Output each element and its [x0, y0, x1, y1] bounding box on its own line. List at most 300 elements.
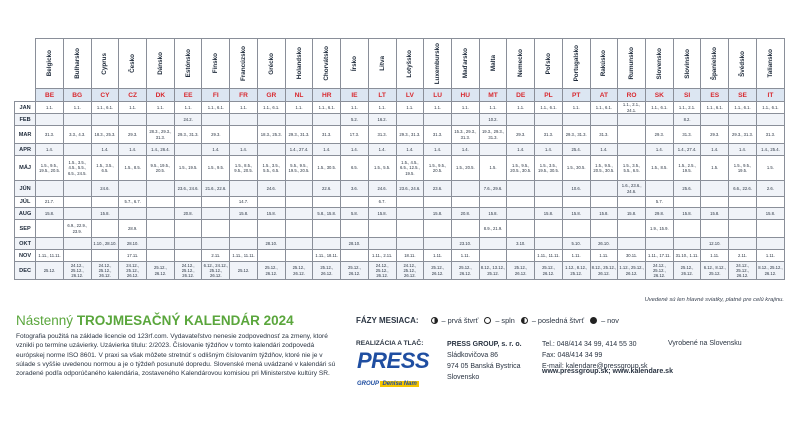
holiday-cell: [507, 250, 535, 262]
month-label: MAR: [15, 126, 36, 144]
holiday-cell: 31.3.: [673, 126, 701, 144]
holiday-cell: 1.12., 8.12., 25.12.: [562, 262, 590, 280]
holiday-cell: 15.3., 29.3., 31.3.: [451, 126, 479, 144]
holiday-cell: 1.1.: [451, 102, 479, 114]
holiday-cell: 16.2.: [368, 114, 396, 126]
table-row: [15, 197, 785, 208]
holiday-cell: [313, 238, 341, 250]
holiday-cell: 6.6., 22.6.: [729, 181, 757, 197]
holiday-cell: [174, 238, 202, 250]
holiday-cell: 14.7.: [230, 197, 258, 208]
holiday-cell: [257, 220, 285, 238]
holiday-cell: 1.5., 19.5.: [174, 156, 202, 181]
first-quarter-label: – prvá štvrť: [441, 316, 479, 325]
holiday-cell: [701, 181, 729, 197]
holiday-cell: [341, 250, 369, 262]
holiday-cell: 24.12., 25.12., 26.12.: [174, 262, 202, 280]
first-quarter-icon: [431, 317, 438, 324]
holiday-cell: [535, 114, 563, 126]
country-name-header: [119, 39, 147, 89]
holiday-cell: 28.9.: [119, 220, 147, 238]
country-codes-row: [15, 89, 785, 102]
holiday-cell: 22.6.: [313, 181, 341, 197]
holiday-cell: 17.3.: [341, 126, 369, 144]
holiday-cell: [174, 144, 202, 156]
country-code: PL: [535, 89, 563, 102]
country-name: Írsko: [350, 55, 358, 72]
holiday-cell: 12.10.: [701, 238, 729, 250]
holiday-cell: [147, 114, 175, 126]
holiday-cell: [285, 238, 313, 250]
country-name: Rakúsko: [600, 50, 608, 77]
country-name: Taliansko: [766, 49, 774, 78]
holiday-cell: 25.12., 26.12.: [341, 262, 369, 280]
holiday-cell: 1.6., 23.6., 24.6.: [618, 181, 646, 197]
holiday-cell: [479, 238, 507, 250]
holiday-cell: [396, 114, 424, 126]
country-code: FI: [202, 89, 230, 102]
holiday-cell: 1.5., 9.5., 19.5., 20.5.: [36, 156, 64, 181]
holiday-cell: [174, 250, 202, 262]
table-row: [15, 114, 785, 126]
holiday-cell: [756, 197, 784, 208]
holiday-cell: [396, 197, 424, 208]
company-city: 974 05 Banská Bystrica: [447, 362, 521, 370]
country-code: HU: [451, 89, 479, 102]
holiday-cell: 1.5., 8.5.: [645, 156, 673, 181]
holiday-cell: 1.1.: [174, 102, 202, 114]
holiday-cell: 29.3.: [645, 126, 673, 144]
holiday-cell: [63, 208, 91, 220]
holiday-cell: 3.3., 4.3.: [63, 126, 91, 144]
holiday-cell: 1.5., 5.5.: [368, 156, 396, 181]
month-label: JÚN: [15, 181, 36, 197]
holiday-cell: [230, 114, 258, 126]
holiday-cell: [396, 238, 424, 250]
holiday-cell: [590, 114, 618, 126]
logo-wordmark: PRESS: [357, 348, 430, 373]
country-name-header: [230, 39, 258, 89]
holiday-cell: 1.1.: [424, 102, 452, 114]
holiday-cell: [257, 197, 285, 208]
holiday-cell: [424, 220, 452, 238]
month-label: FEB: [15, 114, 36, 126]
holiday-cell: 1.5., 3.5., 5.5., 6.5.: [257, 156, 285, 181]
holiday-cell: 1.4.: [230, 144, 258, 156]
holiday-cell: 1.5., 30.5.: [313, 156, 341, 181]
country-name: Bulharsko: [73, 48, 81, 79]
holiday-cell: [535, 181, 563, 197]
title-bold: TROJMESAČNÝ KALENDÁR 2024: [76, 313, 294, 328]
company-address: [447, 340, 522, 383]
holiday-cell: 1.4.: [341, 144, 369, 156]
holiday-cell: 1.1., 6.1.: [91, 102, 119, 114]
country-name-header: [729, 39, 757, 89]
holiday-cell: [729, 220, 757, 238]
holiday-cell: [147, 181, 175, 197]
country-name-header: [618, 39, 646, 89]
holiday-cell: 1.9., 15.9.: [645, 220, 673, 238]
holiday-cell: 18.11.: [396, 250, 424, 262]
holiday-cell: 1.1.: [396, 102, 424, 114]
holiday-cell: [618, 220, 646, 238]
holiday-cell: 29.3.: [507, 126, 535, 144]
month-label: AUG: [15, 208, 36, 220]
month-label: JÚL: [15, 197, 36, 208]
holiday-cell: [701, 220, 729, 238]
holiday-cell: [313, 220, 341, 238]
holiday-cell: 25.12., 26.12.: [285, 262, 313, 280]
holiday-cell: 24.12., 25.12., 26.12.: [645, 262, 673, 280]
country-name-header: [673, 39, 701, 89]
last-quarter-label: – posledná štvrť: [531, 316, 585, 325]
holiday-cell: [701, 197, 729, 208]
holiday-cell: 29.3., 31.3.: [396, 126, 424, 144]
holiday-cell: 25.6.: [673, 181, 701, 197]
country-name-header: [285, 39, 313, 89]
month-label: OKT: [15, 238, 36, 250]
holiday-cell: 1.4.: [507, 144, 535, 156]
holiday-cell: 1.1., 6.1.: [313, 102, 341, 114]
holiday-cell: [341, 220, 369, 238]
country-name-header: [507, 39, 535, 89]
holiday-cell: [562, 114, 590, 126]
holiday-cell: 1.4.: [396, 144, 424, 156]
holiday-cell: 1.5., 8.5.: [119, 156, 147, 181]
country-name: Estónsko: [184, 49, 192, 78]
holiday-cell: 21.6., 22.6.: [202, 181, 230, 197]
contact-fax: Fax: 048/414 34 99: [542, 351, 603, 359]
full-moon-label: – spln: [495, 316, 515, 325]
holiday-cell: 1.4.: [36, 144, 64, 156]
realization-label: REALIZÁCIA A TLAČ:: [356, 340, 424, 347]
holiday-cell: 1.5., 30.5.: [562, 156, 590, 181]
new-moon-icon: [590, 317, 597, 324]
holiday-cell: [36, 220, 64, 238]
holiday-cell: 23.6., 24.6.: [174, 181, 202, 197]
holiday-cell: [618, 238, 646, 250]
holiday-cell: [424, 114, 452, 126]
holiday-cell: 1.5.: [701, 156, 729, 181]
country-code: IE: [341, 89, 369, 102]
country-code: BE: [36, 89, 64, 102]
country-name: Holandsko: [295, 47, 303, 80]
company-street: Sládkovičova 86: [447, 351, 498, 359]
country-name: Slovensko: [655, 47, 663, 80]
holiday-cell: 25.12.: [36, 262, 64, 280]
country-name: Španielsko: [711, 46, 719, 81]
holiday-cell: [562, 220, 590, 238]
holiday-cell: 25.12., 26.12.: [507, 262, 535, 280]
company-country: Slovensko: [447, 373, 480, 381]
holiday-cell: 1.5., 3.5., 5.5., 6.5.: [618, 156, 646, 181]
holiday-cell: 1.1.: [119, 102, 147, 114]
holiday-cell: 25.12., 26.12.: [424, 262, 452, 280]
holiday-cell: [202, 114, 230, 126]
holiday-cell: [174, 220, 202, 238]
holiday-cell: 1.1., 6.1.: [202, 102, 230, 114]
country-code: CZ: [119, 89, 147, 102]
holiday-cell: 1.4., 27.4.: [673, 144, 701, 156]
holiday-cell: 5.10.: [562, 238, 590, 250]
holiday-cell: [147, 197, 175, 208]
title-prefix: Nástenný: [16, 313, 74, 328]
holiday-cell: [451, 114, 479, 126]
holiday-cell: 8.12., 13.12., 25.12.: [479, 262, 507, 280]
holiday-cell: [590, 197, 618, 208]
holiday-cell: 1.4.: [645, 144, 673, 156]
holiday-cell: 1.5., 3.5., 19.5., 30.5.: [535, 156, 563, 181]
holiday-cell: [63, 181, 91, 197]
country-name: Cyprus: [101, 52, 109, 75]
holiday-cell: 1.11., 11.11.: [230, 250, 258, 262]
holiday-cell: 1.1., 6.1.: [257, 102, 285, 114]
holiday-cell: 25.12., 26.12.: [257, 262, 285, 280]
holiday-cell: 5.2.: [341, 114, 369, 126]
country-code: RO: [618, 89, 646, 102]
holiday-cell: 1.1., 6.1.: [756, 102, 784, 114]
holiday-cell: 25.12.: [230, 262, 258, 280]
table-row: [15, 126, 785, 144]
holiday-cell: 1.1.: [507, 102, 535, 114]
holiday-cell: 1.1., 2.1.: [673, 102, 701, 114]
country-name-header: [202, 39, 230, 89]
holiday-cell: 1.5., 9.5.: [202, 156, 230, 181]
country-name-header: [63, 39, 91, 89]
holiday-cell: [618, 197, 646, 208]
country-name: Lotyšsko: [406, 49, 414, 78]
country-name-header: [257, 39, 285, 89]
holiday-cell: [590, 220, 618, 238]
holiday-cell: [645, 114, 673, 126]
country-name-header: [562, 39, 590, 89]
holiday-cell: 1.1.: [562, 102, 590, 114]
holiday-cell: 9.5., 19.5., 20.5.: [147, 156, 175, 181]
table-corner: [15, 39, 36, 89]
moon-phases-label: FÁZY MESIACA:: [356, 316, 419, 325]
holiday-cell: [230, 181, 258, 197]
holiday-cell: [202, 238, 230, 250]
country-name-header: [424, 39, 452, 89]
holiday-cell: [729, 114, 757, 126]
holiday-cell: [729, 197, 757, 208]
holiday-cell: 29.3., 31.3.: [285, 126, 313, 144]
table-row: [15, 238, 785, 250]
holiday-cell: [673, 238, 701, 250]
month-label: DEC: [15, 262, 36, 280]
holiday-cell: 1.5., 2.5., 19.5.: [673, 156, 701, 181]
holiday-cell: [202, 220, 230, 238]
holiday-cell: [645, 238, 673, 250]
holiday-cell: 1.4.: [313, 144, 341, 156]
holiday-cell: 6.12., 8.12., 25.12.: [701, 262, 729, 280]
holiday-cell: 29.8.: [645, 208, 673, 220]
holiday-cell: 15.8.: [701, 208, 729, 220]
country-name: Maďarsko: [461, 48, 469, 79]
holiday-cell: 1.10., 28.10.: [91, 238, 119, 250]
holiday-cell: 25.12., 26.12.: [535, 262, 563, 280]
contact-web: www.pressgroup.sk; www.kalendare.sk: [542, 368, 673, 375]
holiday-cell: 5.7.: [645, 197, 673, 208]
logo-sub-right: Denisa Nam: [382, 381, 417, 387]
table-row: [15, 102, 785, 114]
holiday-cell: 28.10.: [257, 238, 285, 250]
holiday-cell: [285, 208, 313, 220]
holiday-cell: [91, 114, 119, 126]
holiday-cell: [91, 197, 119, 208]
country-code: LT: [368, 89, 396, 102]
holiday-cell: [618, 144, 646, 156]
country-name: Francúzsko: [240, 46, 248, 81]
country-name-header: [368, 39, 396, 89]
holiday-cell: 1.4.: [590, 144, 618, 156]
holiday-cell: [230, 238, 258, 250]
holiday-cell: 1.5., 9.5., 20.5.: [424, 156, 452, 181]
holiday-cell: [479, 250, 507, 262]
holiday-cell: [507, 220, 535, 238]
country-name: Česko: [129, 54, 137, 73]
holiday-cell: 1.5., 9.5., 19.5.: [729, 156, 757, 181]
holiday-cell: 24.6.: [91, 181, 119, 197]
holiday-cell: [451, 220, 479, 238]
holiday-cell: 1.1.: [341, 102, 369, 114]
country-name: Nemecko: [517, 49, 525, 78]
country-code: NL: [285, 89, 313, 102]
country-code: BG: [63, 89, 91, 102]
contact-email: E-mail: kalendare@pressgroup.sk: [542, 362, 648, 370]
holiday-cell: [285, 197, 313, 208]
holiday-cell: 1.11.: [424, 250, 452, 262]
holiday-cell: 24.12., 25.12., 26.12.: [91, 262, 119, 280]
holiday-cell: [507, 181, 535, 197]
country-name-header: [756, 39, 784, 89]
country-code: EE: [174, 89, 202, 102]
holiday-cell: 2.11.: [202, 250, 230, 262]
holiday-cell: [673, 197, 701, 208]
holiday-cell: [63, 238, 91, 250]
holiday-cell: 1.4.: [368, 144, 396, 156]
holiday-cell: 6.9., 22.9., 23.9.: [63, 220, 91, 238]
holiday-cell: 29.3., 31.3.: [562, 126, 590, 144]
holiday-cell: 29.3.: [119, 126, 147, 144]
holiday-cell: 15.8.: [257, 208, 285, 220]
country-name: Rumunsko: [628, 47, 636, 80]
holiday-cell: 24.2.: [174, 114, 202, 126]
holiday-cell: [230, 220, 258, 238]
holiday-cell: 15.8.: [230, 208, 258, 220]
holiday-cell: 28.10.: [119, 238, 147, 250]
holiday-cell: 1.1.: [36, 102, 64, 114]
table-corner-codes: [15, 89, 36, 102]
country-name: Chorvátsko: [323, 46, 331, 81]
holiday-cell: 1.1.: [368, 102, 396, 114]
holiday-cell: 1.11., 17.11.: [645, 250, 673, 262]
holiday-cell: [202, 208, 230, 220]
company-name: PRESS GROUP, s. r. o.: [447, 341, 522, 348]
holiday-cell: 1.1.: [63, 102, 91, 114]
holiday-cell: [63, 250, 91, 262]
country-code: HR: [313, 89, 341, 102]
holiday-cell: 1.11., 2.11.: [368, 250, 396, 262]
holiday-cell: [91, 250, 119, 262]
country-name: Portugalsko: [572, 45, 580, 82]
holiday-cell: 5.8., 15.8.: [313, 208, 341, 220]
table-row: [15, 220, 785, 238]
country-code: LV: [396, 89, 424, 102]
holiday-cell: 24.12., 25.12., 26.12.: [729, 262, 757, 280]
holiday-cell: [535, 197, 563, 208]
holiday-cell: [368, 238, 396, 250]
holiday-cell: [285, 220, 313, 238]
holiday-cell: 23.6., 24.6.: [396, 181, 424, 197]
holiday-cell: 1.5.: [756, 156, 784, 181]
holiday-cell: 6.7.: [368, 197, 396, 208]
country-name: Poľsko: [544, 52, 552, 75]
holiday-cell: 1.5., 9.5., 20.5., 30.5.: [507, 156, 535, 181]
holiday-cell: 1.5., 3.5., 4.5., 5.5., 6.5., 24.5.: [63, 156, 91, 181]
holiday-cell: [119, 208, 147, 220]
holiday-cell: 1.11., 11.11.: [36, 250, 64, 262]
holiday-cell: 1.1.: [230, 102, 258, 114]
table-row: [15, 250, 785, 262]
holiday-cell: 15.8.: [673, 208, 701, 220]
country-name: Grécko: [267, 52, 275, 75]
holiday-cell: 15.8.: [36, 208, 64, 220]
holiday-cell: 20.8.: [174, 208, 202, 220]
country-code: LU: [424, 89, 452, 102]
holiday-cell: 1.1., 6.1.: [645, 102, 673, 114]
holiday-cell: 29.3., 31.3.: [729, 126, 757, 144]
holiday-cell: [729, 208, 757, 220]
holiday-cell: 23.10.: [451, 238, 479, 250]
holiday-cell: 23.6.: [424, 181, 452, 197]
holiday-cell: 1.5., 4.5., 6.5., 12.5., 19.5.: [396, 156, 424, 181]
holiday-cell: 1.5., 8.5., 9.5., 20.5.: [230, 156, 258, 181]
holiday-cell: 18.3., 25.3.: [257, 126, 285, 144]
holiday-cell: [63, 114, 91, 126]
holiday-cell: [36, 238, 64, 250]
holiday-cell: 1.5.: [479, 156, 507, 181]
holiday-cell: 1.4.: [91, 144, 119, 156]
holiday-cell: 31.3.: [313, 126, 341, 144]
country-code: CY: [91, 89, 119, 102]
holiday-cell: 1.4.: [119, 144, 147, 156]
holiday-cell: 31.3.: [368, 126, 396, 144]
last-quarter-icon: [521, 317, 528, 324]
holiday-cell: 29.3., 31.3.: [174, 126, 202, 144]
moon-phases-legend: [356, 316, 619, 325]
holiday-cell: 24.12., 25.12., 26.12.: [63, 262, 91, 280]
new-moon-label: – nov: [601, 316, 619, 325]
holiday-cell: 19.3., 29.3., 31.3.: [479, 126, 507, 144]
holiday-cell: 28.10.: [341, 238, 369, 250]
month-label: MÁJ: [15, 156, 36, 181]
country-name: Litva: [378, 56, 386, 71]
holiday-cell: [618, 126, 646, 144]
holiday-cell: 1.4.: [202, 144, 230, 156]
holiday-cell: [507, 208, 535, 220]
holiday-cell: 15.8.: [424, 208, 452, 220]
holiday-cell: 29.3.: [202, 126, 230, 144]
month-label: JAN: [15, 102, 36, 114]
holiday-cell: 8.12., 25.12., 26.12.: [756, 262, 784, 280]
holiday-cell: 31.3.: [590, 126, 618, 144]
country-name: Luxembursko: [434, 42, 442, 85]
holiday-cell: 24.12., 25.12., 26.12.: [396, 262, 424, 280]
press-group-logo: [357, 348, 430, 387]
logo-sub-left: GROUP: [357, 381, 379, 387]
holiday-cell: [396, 208, 424, 220]
